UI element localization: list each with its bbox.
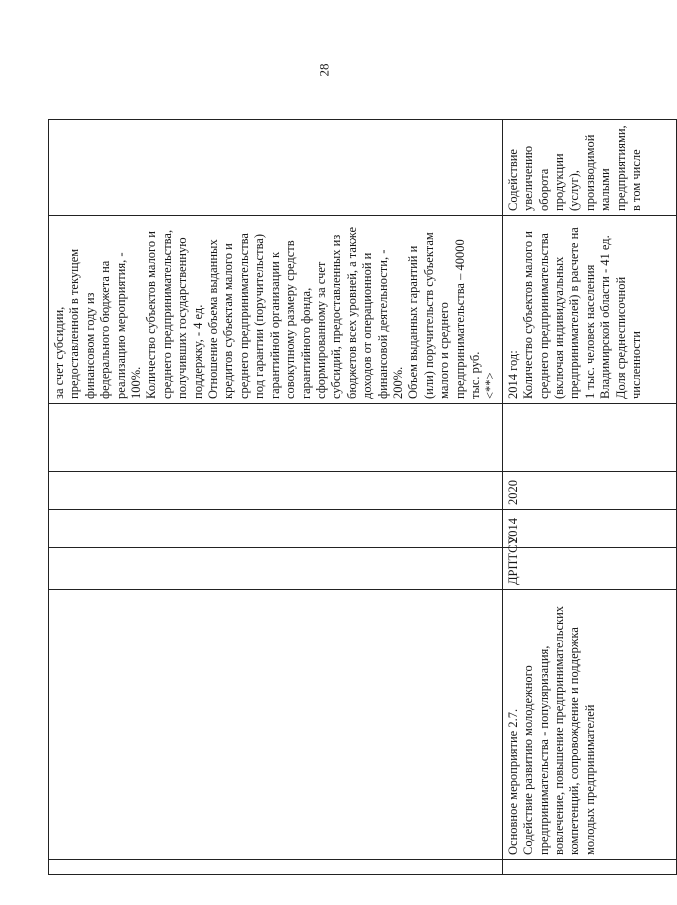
start-year-cell: 2014 <box>502 510 676 548</box>
table-row <box>502 120 676 875</box>
table-cell <box>49 548 503 590</box>
executor-cell: ДРПТСУ <box>502 548 676 590</box>
measure-name-cell: Основное мероприятие 2.7. Содействие развитию молодежного предпринимательства - популяризация, вовлечение, повышение предпринимательских компетенций, сопровождение и поддержка молодых предпринимателей <box>502 590 676 860</box>
table-cell <box>502 860 676 875</box>
table-cell <box>49 510 503 548</box>
table-cell <box>49 120 503 216</box>
end-year-cell: 2020 <box>502 472 676 510</box>
indicators-cell: за счет субсидии, предоставленной в текущем финансовом году из федерального бюджета на реализацию мероприятия, - 100%. Количество субъектов малого и среднего предпринимательства, получивших государственную поддержку, - 4 ед. Отношение объема выданных кредитов субъектам малого и среднего предпринимательства под гарантии (поручительства) гарантийной организации к совокупному размеру средств гарантийного фонда, сформированному за счет субсидий, предоставленных из бюджетов всех уровней, а также доходов от операционной и финансовой деятельности, - 200%. Объем выданных гарантий и (или) поручительств субъектам малого и среднего предпринимательства – 40000 тыс. руб. <**> <box>49 216 503 404</box>
table-row <box>49 120 503 875</box>
table-cell <box>49 404 503 472</box>
page-number: 28 <box>316 63 332 77</box>
table-cell <box>49 472 503 510</box>
table-cell <box>49 860 503 875</box>
table-cell <box>49 590 503 860</box>
measures-table <box>48 119 677 875</box>
expected-result-cell: Содействие увеличению оборота продукции (услуг), производимой малыми предприятиями, в том числе <box>502 120 676 216</box>
indicators-cell: 2014 год: Количество субъектов малого и среднего предпринимательства (включая индивидуальных предпринимателей) в расчете на 1 тыс. человек населения Владимирской области - 41 ед. Доля среднесписочной численности <box>502 216 676 404</box>
table-cell <box>502 404 676 472</box>
rotated-table-container <box>48 120 644 875</box>
